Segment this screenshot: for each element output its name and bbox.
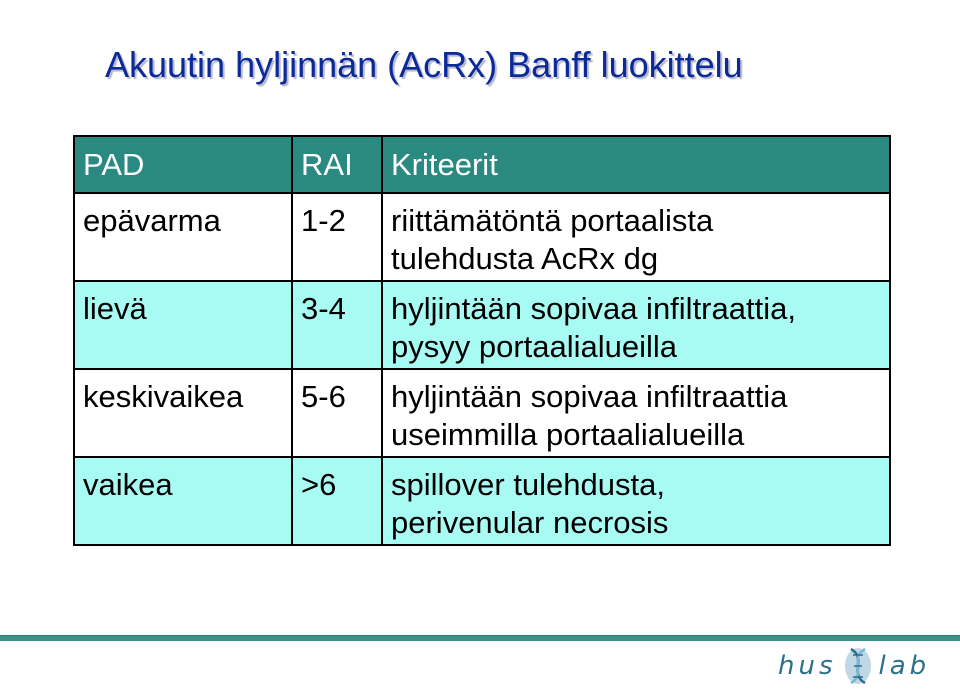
- pad-cell: keskivaikea: [74, 369, 292, 457]
- rai-cell: 5-6: [292, 369, 382, 457]
- rai-cell: 3-4: [292, 281, 382, 369]
- slide-title: Akuutin hyljinnän (AcRx) Banff luokittelu: [105, 44, 743, 85]
- huslab-logo: [778, 644, 930, 688]
- criteria-line: perivenular necrosis: [391, 505, 669, 540]
- header-rai: RAI: [292, 136, 382, 193]
- pad-cell: vaikea: [74, 457, 292, 545]
- criteria-line: tulehdusta AcRx dg: [391, 241, 659, 276]
- header-criteria: Kriteerit: [382, 136, 890, 193]
- criteria-line: hyljintään sopivaa infiltraattia,: [391, 291, 796, 326]
- criteria-line: riittämätöntä portaalista: [391, 203, 714, 238]
- criteria-cell: [382, 369, 890, 457]
- table-header-row: [74, 136, 890, 193]
- table-row: [74, 457, 890, 545]
- pad-cell: lievä: [74, 281, 292, 369]
- rai-cell: >6: [292, 457, 382, 545]
- criteria-cell: [382, 457, 890, 545]
- table-row: [74, 281, 890, 369]
- banff-classification-table: [73, 135, 891, 546]
- header-pad: PAD: [74, 136, 292, 193]
- criteria-cell: [382, 281, 890, 369]
- criteria-line: pysyy portaalialueilla: [391, 329, 678, 364]
- footer-divider: [0, 635, 960, 641]
- criteria-line: useimmilla portaalialueilla: [391, 417, 745, 452]
- logo-text-lab: lab: [878, 651, 931, 681]
- criteria-cell: [382, 193, 890, 281]
- dna-helix-icon: [843, 646, 873, 686]
- table-row: [74, 193, 890, 281]
- rai-cell: 1-2: [292, 193, 382, 281]
- pad-cell: epävarma: [74, 193, 292, 281]
- criteria-line: hyljintään sopivaa infiltraattia: [391, 379, 788, 414]
- criteria-line: spillover tulehdusta,: [391, 467, 665, 502]
- table-row: [74, 369, 890, 457]
- logo-text-hus: hus: [778, 651, 837, 681]
